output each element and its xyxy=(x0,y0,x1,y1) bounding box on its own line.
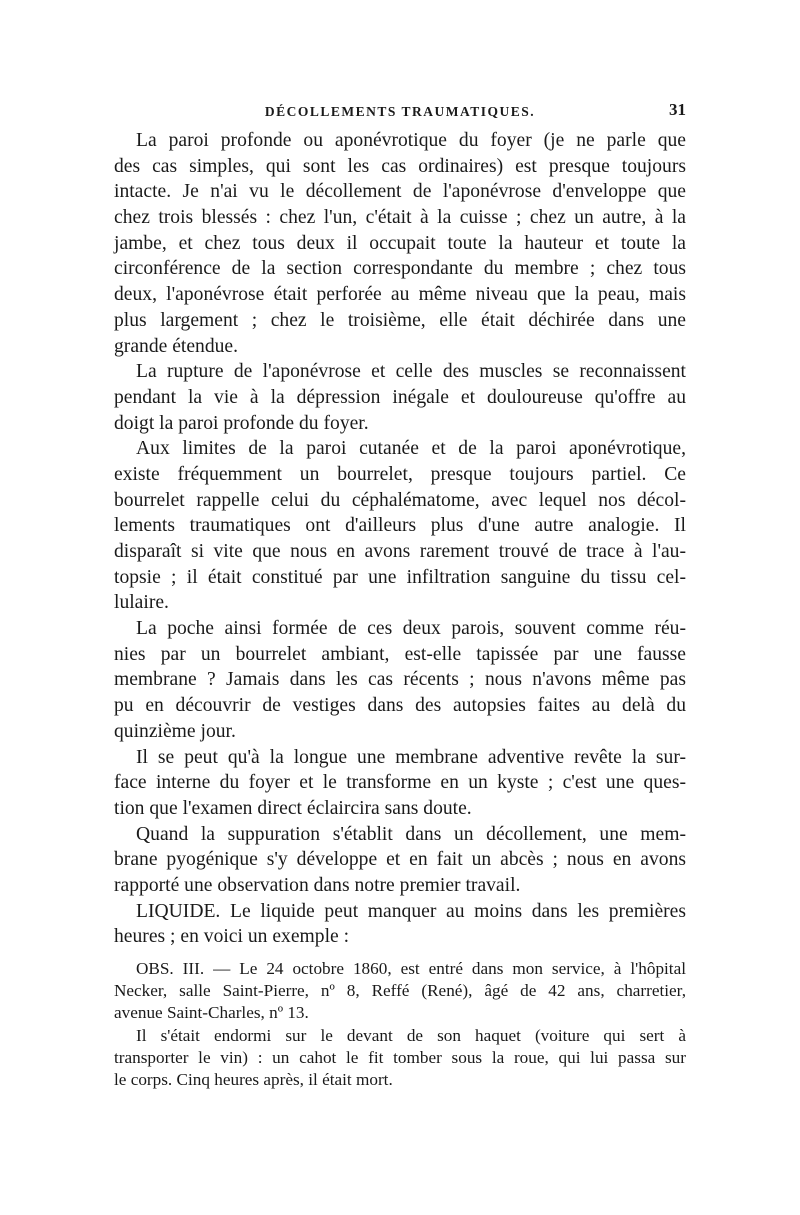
text-line: nies par un bourrelet ambiant, est-elle tapissée par une fausse xyxy=(114,643,686,665)
text-line: deux, l'aponévrose était perforée au même niveau que la peau, mais xyxy=(114,284,686,306)
text-line: jambe, et chez tous deux il occupait toute la hauteur et toute la xyxy=(114,232,686,254)
text-line: lements traumatiques ont d'ailleurs plus d'une autre analogie. Il xyxy=(114,515,686,537)
page-body xyxy=(114,128,686,950)
text-line: pu en découvrir de vestiges dans des autopsies faites au delà du xyxy=(114,695,686,717)
text-line: face interne du foyer et le transforme en un kyste ; c'est une ques- xyxy=(114,772,686,794)
paragraph xyxy=(114,616,686,744)
text-line: bourrelet rappelle celui du céphalématome, avec lequel nos décol- xyxy=(114,489,686,511)
running-title: DÉCOLLEMENTS TRAUMATIQUES. xyxy=(264,104,536,119)
observation-line: transporter le vin) : un cahot le fit tomber sous la roue, qui lui passa sur xyxy=(114,1047,686,1067)
text-line: des cas simples, qui sont les cas ordinaires) est presque toujours xyxy=(114,155,686,177)
text-line: existe fréquemment un bourrelet, presque toujours partiel. Ce xyxy=(114,463,686,485)
observation-line: avenue Saint-Charles, nº 13. xyxy=(114,1003,309,1023)
text-line: membrane ? Jamais dans les cas récents ; nous n'avons même pas xyxy=(114,669,686,691)
paragraph xyxy=(114,436,686,616)
text-line: brane pyogénique s'y développe et en fait un abcès ; nous en avons xyxy=(114,849,686,871)
observation-line: Necker, salle Saint-Pierre, nº 8, Reffé (René), âgé de 42 ans, charretier, xyxy=(114,981,686,1001)
text-line: La rupture de l'aponévrose et celle des muscles se reconnaissent xyxy=(136,361,686,383)
text-line: LIQUIDE. Le liquide peut manquer au moins dans les premières xyxy=(136,900,686,922)
text-line: heures ; en voici un exemple : xyxy=(114,926,350,948)
text-line: rapporté une observation dans notre premier travail. xyxy=(114,874,521,896)
text-line: lulaire. xyxy=(114,592,169,614)
text-line: quinzième jour. xyxy=(114,720,236,742)
book-page xyxy=(114,96,686,1091)
text-line: Aux limites de la paroi cutanée et de la paroi aponévrotique, xyxy=(136,438,686,460)
observation-line: OBS. III. — Le 24 octobre 1860, est entré dans mon service, à l'hôpital xyxy=(136,959,686,978)
observation-block xyxy=(114,958,686,1091)
text-line: La poche ainsi formée de ces deux parois, souvent comme réu- xyxy=(136,618,686,640)
text-line: plus largement ; chez le troisième, elle était déchirée dans une xyxy=(114,309,686,331)
text-line: disparaît si vite que nous en avons rarement trouvé de trace à l'au- xyxy=(114,541,686,562)
paragraph xyxy=(114,128,686,359)
text-line: La paroi profonde ou aponévrotique du foyer (je ne parle que xyxy=(136,130,686,151)
text-line: circonférence de la section correspondante du membre ; chez tous xyxy=(114,258,686,280)
paragraph xyxy=(114,899,686,950)
running-head xyxy=(114,96,686,126)
text-line: chez trois blessés : chez l'un, c'était à la cuisse ; chez un autre, à la xyxy=(114,207,686,229)
paragraph xyxy=(114,745,686,822)
text-line: Quand la suppuration s'établit dans un décollement, une mem- xyxy=(136,823,686,845)
paragraph xyxy=(114,359,686,436)
page-number: 31 xyxy=(669,100,686,119)
paragraph xyxy=(114,822,686,899)
text-line: pendant la vie à la dépression inégale et douloureuse qu'offre au xyxy=(114,386,686,408)
text-line: topsie ; il était constitué par une infiltration sanguine du tissu cel- xyxy=(114,566,686,588)
observation-line: le corps. Cinq heures après, il était mort. xyxy=(114,1069,393,1089)
text-line: intacte. Je n'ai vu le décollement de l'aponévrose d'enveloppe que xyxy=(114,181,686,203)
observation-line: Il s'était endormi sur le devant de son haquet (voiture qui sert à xyxy=(136,1025,686,1045)
text-line: Il se peut qu'à la longue une membrane adventive revête la sur- xyxy=(136,746,686,768)
text-line: tion que l'examen direct éclaircira sans doute. xyxy=(114,797,472,819)
text-line: grande étendue. xyxy=(114,335,239,357)
text-line: doigt la paroi profonde du foyer. xyxy=(114,412,369,434)
